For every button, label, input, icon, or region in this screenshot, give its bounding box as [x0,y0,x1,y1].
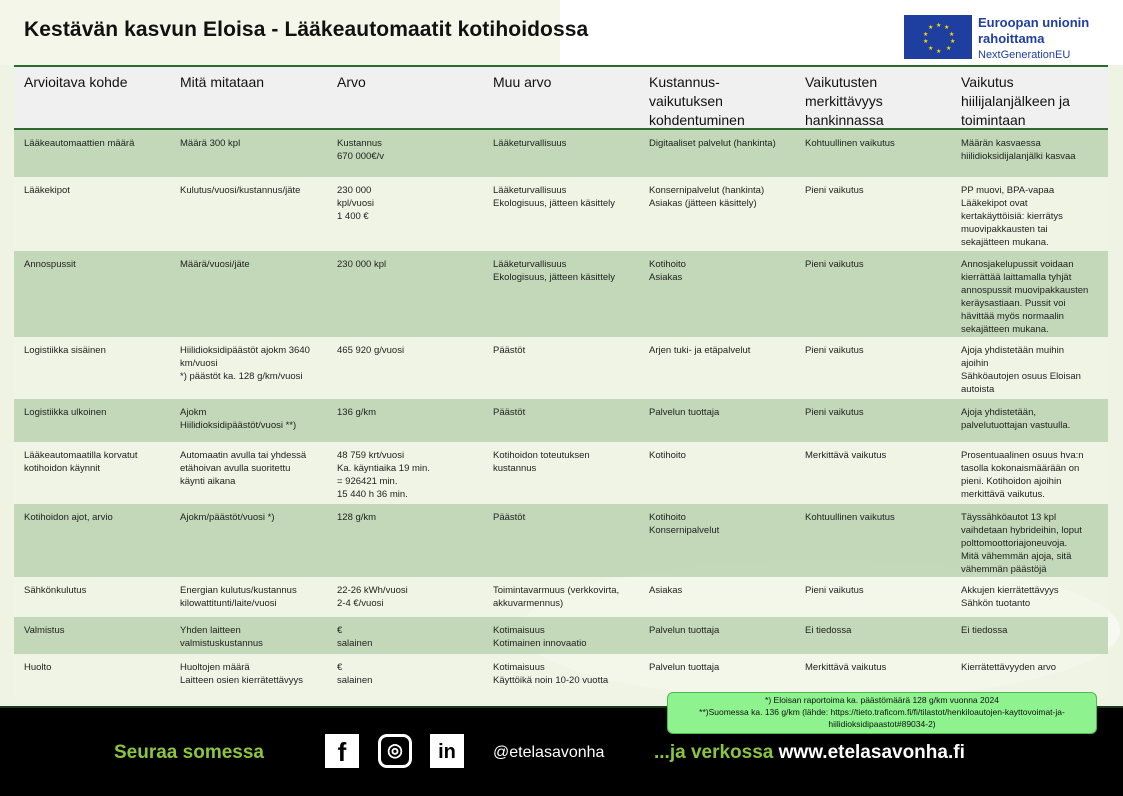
table-row [14,399,1108,442]
table-cell: Lääketurvallisuus Ekologisuus, jätteen käsittely [493,185,615,209]
table-cell: Kotimaisuus Käyttöikä noin 10-20 vuotta [493,662,609,686]
table-cell: Energian kulutus/kustannus kilowattitunti/laite/vuosi [180,585,297,609]
table-cell: Määrän kasvaessa hiilidioksidijalanjälki kasvaa [961,138,1076,162]
table-cell: Pieni vaikutus [805,259,864,270]
table-cell: Prosentuaalinen osuus hva:n tasolla kokonaismäärään on pieni. Kotihoidon ajoihin merkittävä vaikutus. [961,450,1084,500]
table-cell: Kohtuullinen vaikutus [805,512,895,523]
web-url[interactable]: www.etelasavonha.fi [778,742,965,763]
table-cell: Ajoja yhdistetään, palvelutuottajan vastuulla. [961,407,1071,431]
instagram-icon[interactable]: ◎ [378,734,412,768]
table-cell: Päästöt [493,345,526,356]
assessment-table [14,65,1108,699]
table-cell: Päästöt [493,512,526,523]
table-cell: Konsernipalvelut (hankinta) Asiakas (jätteen käsittely) [649,185,765,209]
table-row [14,177,1108,251]
column-header: Vaikutusten merkittävyys hankinnassa [805,74,884,128]
table-cell: Täyssähköautot 13 kpl vaihdetaan hybrideihin, loput polttomoottoriajoneuvoja. Mitä vähemmän ajoja, sitä vähemmän päästöjä [961,512,1082,575]
table-cell: Kotihoidon toteutuksen kustannus [493,450,590,474]
social-handle[interactable]: @etelasavonha [493,744,605,761]
table-cell: Pieni vaikutus [805,345,864,356]
table-cell: Automaatin avulla tai yhdessä etähoivan avulla suoritettu käynti aikana [180,450,307,487]
eu-logo [904,15,1089,63]
table-cell: Yhden laitteen valmistuskustannus [180,625,263,649]
table-cell: Annosjakelupussit voidaan kierrättää laittamalla tyhjät annospussit muovipakkausten keräysastiaan. Pussit voi hävittää myös normaalin sekajätteen mukana. [961,259,1089,335]
page-title: Kestävän kasvun Eloisa - Lääkeautomaatit kotihoidossa [24,18,589,41]
table-cell: Pieni vaikutus [805,585,864,596]
eu-logo-line3: NextGenerationEU [978,49,1071,61]
table-cell: Valmistus [24,625,65,636]
table-cell: Merkittävä vaikutus [805,662,887,673]
table-cell: Päästöt [493,407,526,418]
table-cell: Kohtuullinen vaikutus [805,138,895,149]
table-cell: € salainen [337,662,373,686]
table-cell: Kierrätettävyyden arvo [961,662,1057,673]
table-cell: Huolto [24,662,52,673]
table-cell: Digitaaliset palvelut (hankinta) [649,138,776,149]
table-cell: Kustannus 670 000€/v [337,138,385,162]
table-cell: € salainen [337,625,373,649]
table-cell: Sähkönkulutus [24,585,87,596]
table-cell: Pieni vaikutus [805,407,864,418]
table-body [14,130,1108,699]
table-cell: Ajokm/päästöt/vuosi *) [180,512,275,523]
column-header: Arvo [337,74,366,90]
table-cell: Kotihoito Konsernipalvelut [649,512,720,536]
table-cell: 230 000 kpl/vuosi 1 400 € [337,185,374,222]
table-cell: Lääketurvallisuus [493,138,567,149]
table-row [14,617,1108,654]
table-cell: Määrä/vuosi/jäte [180,259,250,270]
table-cell: Ei tiedossa [961,625,1008,636]
table-cell: Merkittävä vaikutus [805,450,887,461]
table-cell: Asiakas [649,585,683,596]
column-header: Mitä mitataan [180,74,265,90]
table-cell: Kotimaisuus Kotimainen innovaatio [493,625,587,649]
table-cell: Logistiikka ulkoinen [24,407,107,418]
table-cell: Lääkeautomaatilla korvatut kotihoidon käynnit [24,450,138,474]
column-header: Arvioitava kohde [24,74,128,90]
table-cell: Palvelun tuottaja [649,662,720,673]
table-cell: Lääkeautomaattien määrä [24,138,135,149]
table-row [14,251,1108,337]
eu-flag-icon: ★ ★ ★ ★ ★ ★ ★ ★ ★ ★ [904,15,972,59]
table-cell: Palvelun tuottaja [649,407,720,418]
follow-label: Seuraa somessa [114,742,264,763]
table-cell: Annospussit [24,259,76,270]
column-header: Kustannus- vaikutuksen kohdentuminen [649,74,745,128]
table-cell: Ajoja yhdistetään muihin ajoihin Sähköautojen osuus Eloisan autoista [961,345,1081,395]
web-prefix: ...ja verkossa [654,742,774,763]
web-link[interactable] [654,742,965,764]
table-row [14,337,1108,399]
table-cell: Logistiikka sisäinen [24,345,106,356]
table-cell: 230 000 kpl [337,259,387,270]
table-cell: 128 g/km [337,512,377,523]
eu-logo-line1: Euroopan unionin [978,15,1090,30]
table-cell: Lääkekipot [24,185,70,196]
footnote-2: **)Suomessa ka. 136 g/km (lähde: https://tieto.traficom.fi/fi/tilastot/henkiloautojen-kayttovoimat-ja-hiilidioksidipaastot#89034-2) [699,707,1065,729]
table-cell: Ei tiedossa [805,625,852,636]
table-cell: Kotihoito Asiakas [649,259,686,283]
column-header: Vaikutus hiilijalanjälkeen ja toimintaan [961,74,1070,128]
table-cell: Pieni vaikutus [805,185,864,196]
table-cell: Hiilidioksidipäästöt ajokm 3640 km/vuosi *) päästöt ka. 128 g/km/vuosi [180,345,310,382]
table-cell: 465 920 g/vuosi [337,345,405,356]
table-cell: Kulutus/vuosi/kustannus/jäte [180,185,301,196]
table-cell: Kotihoito [649,450,686,461]
table-row [14,442,1108,504]
table-row [14,504,1108,577]
table-cell: PP muovi, BPA-vapaa Lääkekipot ovat kertakäyttöisiä: kierrätys muovipakkausten tai sekajätteen mukana. [961,185,1063,248]
column-header: Muu arvo [493,74,552,90]
table-cell: Lääketurvallisuus Ekologisuus, jätteen käsittely [493,259,615,283]
footnote-box [667,692,1097,734]
table-cell: 48 759 krt/vuosi Ka. käyntiaika 19 min. = 926421 min. 15 440 h 36 min. [337,450,430,500]
table-cell: Huoltojen määrä Laitteen osien kierrätettävyys [180,662,304,686]
table-cell: Akkujen kierrätettävyys Sähkön tuotanto [961,585,1059,609]
table-cell: Arjen tuki- ja etäpalvelut [649,345,751,356]
table-cell: 136 g/km [337,407,377,418]
footnote-1: *) Eloisan raportoima ka. päästömäärä 128 g/km vuonna 2024 [765,695,999,705]
table-row [14,130,1108,177]
table-cell: Toimintavarmuus (verkkovirta, akkuvarmennus) [493,585,620,609]
table-cell: 22-26 kWh/vuosi 2-4 €/vuosi [337,585,408,609]
table-cell: Kotihoidon ajot, arvio [24,512,113,523]
eu-logo-line2: rahoittama [978,31,1045,46]
table-cell: Ajokm Hiilidioksidipäästöt/vuosi **) [180,407,297,431]
table-header [14,65,1108,130]
facebook-icon[interactable]: f [325,734,359,768]
table-row [14,577,1108,617]
table-cell: Määrä 300 kpl [180,138,241,149]
linkedin-icon[interactable]: in [430,734,464,768]
table-cell: Palvelun tuottaja [649,625,720,636]
